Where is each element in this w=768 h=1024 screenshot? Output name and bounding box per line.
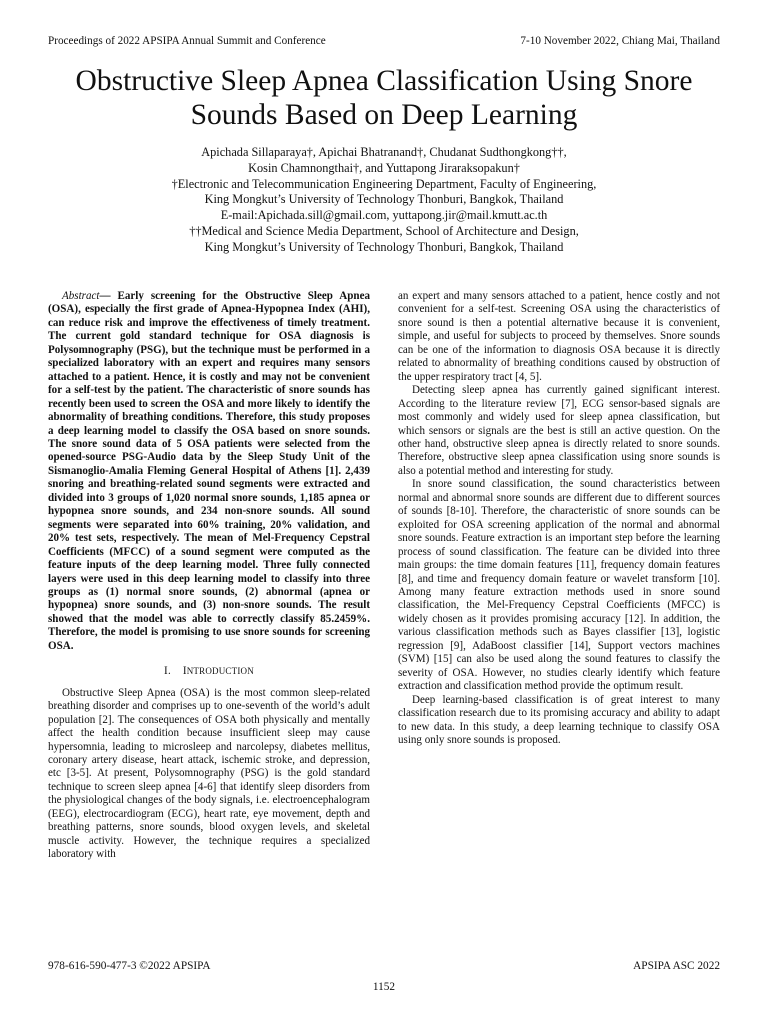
affiliation-1-line-2: King Mongkut’s University of Technology Thonburi, Bangkok, Thailand bbox=[204, 192, 564, 207]
abstract-text: — Early screening for the Obstructive Sleep Apnea (OSA), especially the first grade of Apnea-Hypopnea Index (AHI), can reduce risk and improve the effectiveness of timely treatment. The current gold standard technique for OSA diagnosis is Polysomnography (PSG), but the technique must be performed in a specialized laboratory with an expert and requires many sensors attached to a patient. Hence, it is costly and may not be convenient for a self-test by the patient. The characteristic of snore sounds has recently been used to screen the OSA and more likely to identify the abnormality of breathing conditions. Therefore, this study proposes a deep learning model to classify the OSA based on snore sounds. The snore sound data of 5 OSA patients were selected from the opened-source PSG-Audio data by the Sleep Study Unit of the Sismanoglio-Amalia Fleming General Hospital of Athens [1]. 2,439 snoring and breathing-related sound segments were extracted and divided into 3 groups of 1,020 normal snore sounds, 1,185 apnea or hypopnea snore sounds, and 234 non-snore sounds. All sound segments were separated into 60% training, 20% validation, and 20% test sets, respectively. The mean of Mel-Frequency Cepstral Coefficients (MFCC) of a sound segment were computed as the feature inputs of the deep learning model. Three fully connected layers were used in this deep learning model to classify into three groups as (1) normal snore sounds, (2) abnormal (apnea or hypopnea) snore sounds, and (3) non-snore sounds. The result showed that the model was able to correctly classify 85.2459%. Therefore, the model is promising to use snore sounds for screening OSA. bbox=[48, 290, 370, 652]
running-header-left: Proceedings of 2022 APSIPA Annual Summit and Conference bbox=[48, 35, 326, 47]
title-line-1: Obstructive Sleep Apnea Classification Using Snore bbox=[75, 65, 693, 97]
affiliation-1-line-1: †Electronic and Telecommunication Engineering Department, Faculty of Engineering, bbox=[171, 176, 597, 191]
running-header-right: 7-10 November 2022, Chiang Mai, Thailand bbox=[520, 35, 720, 47]
abstract bbox=[48, 290, 370, 653]
intro-paragraph-4: Deep learning-based classification is of great interest to many classification research due to its promising accuracy and ability to adapt to new data. In this study, a deep learning technique to classify OSA using only snore sounds is proposed. bbox=[398, 693, 720, 746]
author-names-line-1: Apichada Sillaparaya†, Apichai Bhatranand†, Chudanat Sudthongkong††, bbox=[201, 145, 567, 159]
abstract-label: Abstract bbox=[62, 290, 100, 302]
paper-title bbox=[40, 64, 728, 132]
author-block bbox=[84, 145, 684, 256]
footer-conference: APSIPA ASC 2022 bbox=[633, 960, 720, 972]
right-column bbox=[398, 290, 720, 747]
page-number: 1152 bbox=[372, 981, 396, 993]
author-names-line-2: Kosin Chamnongthai†, and Yuttapong Jiraraksopakun† bbox=[248, 160, 520, 175]
section-number: I. bbox=[164, 665, 171, 678]
intro-paragraph-3: In snore sound classification, the sound characteristics between normal and abnormal snore sounds are different due to different sources of sounds [8-10]. Therefore, the characteristic of snore sounds can be exploited for OSA screening application of the normal and abnormal snore sounds. Feature extraction is an important step before the learning process of sound classification. The feature can be divided into three main groups: the time domain features [11], frequency domain features [8], and time and frequency domain feature or wavelet transform [10]. Among many feature extraction methods used in snore sound classification, the Mel-Frequency Cepstral Coefficients (MFCC) is widely chosen as it provides promising accuracy [12]. In addition, the various classification methods such as Bayes classifier [13], logistic regression [9], AdaBoost classifier [14], Support vectors machines (SVM) [15] can also be used along the sound features to classify the severity of OSA. However, no studies clearly identify which feature extraction and classification method provide the optimum result. bbox=[398, 478, 720, 693]
left-column bbox=[48, 290, 370, 862]
intro-paragraph-continued: an expert and many sensors attached to a patient, hence costly and not convenient for a self-test. Screening OSA using the characteristics of snore sound is then a potential alternative because it is convenient, simple, and useful for subjects to proceed by themselves. Snore sounds can be one of the information to diagnosis OSA because it is directly related to abnormality of breathing conditions caused by obstruction of the upper respiratory tract [4, 5]. bbox=[398, 290, 720, 383]
affiliation-2-line-1: ††Medical and Science Media Department, School of Architecture and Design, bbox=[189, 223, 579, 238]
intro-paragraph-2: Detecting sleep apnea has currently gained significant interest. According to the literature review [7], ECG sensor-based signals are most commonly and widely used for sleep apnea classification, but which sensors or signals are the best is still an active question. On the other hand, obstructive sleep apnea is directly related to snore sounds. Therefore, obstructive sleep apnea classification using snore sounds is also a potential method and interesting for study. bbox=[398, 384, 720, 477]
intro-paragraph-1: Obstructive Sleep Apnea (OSA) is the most common sleep-related breathing disorder and comprises up to one-seventh of the world’s adult population [2]. The consequences of OSA both physically and mentally affect the health condition because insufficient sleep may cause hypersomnia, leading to microsleep and narcolepsy, diabetes mellitus, coronary artery disease, heart attack, ischemic stroke, and depression, etc [3-5]. At present, Polysomnography (PSG) is the gold standard technique to screen sleep apnea [4-6] that identify sleep disorders from the physiological changes of the body signals, i.e. electroencephalogram (EEG), electrocardiogram (ECG), heart rate, eye movement, depth and breathing patterns, snore sounds, blood oxygen levels, and skeletal muscle activity. However, the technique requires a specialized laboratory with bbox=[48, 686, 370, 861]
footer-isbn: 978-616-590-477-3 ©2022 APSIPA bbox=[48, 960, 211, 972]
author-email: E-mail:Apichada.sill@gmail.com, yuttapong.jir@mail.kmutt.ac.th bbox=[220, 208, 548, 223]
section-heading-introduction bbox=[48, 665, 370, 678]
section-title-rest: NTRODUCTION bbox=[186, 666, 254, 677]
section-title-initial: I bbox=[182, 665, 187, 678]
title-line-2: Sounds Based on Deep Learning bbox=[190, 99, 578, 131]
affiliation-2-line-2: King Mongkut’s University of Technology Thonburi, Bangkok, Thailand bbox=[204, 239, 564, 254]
